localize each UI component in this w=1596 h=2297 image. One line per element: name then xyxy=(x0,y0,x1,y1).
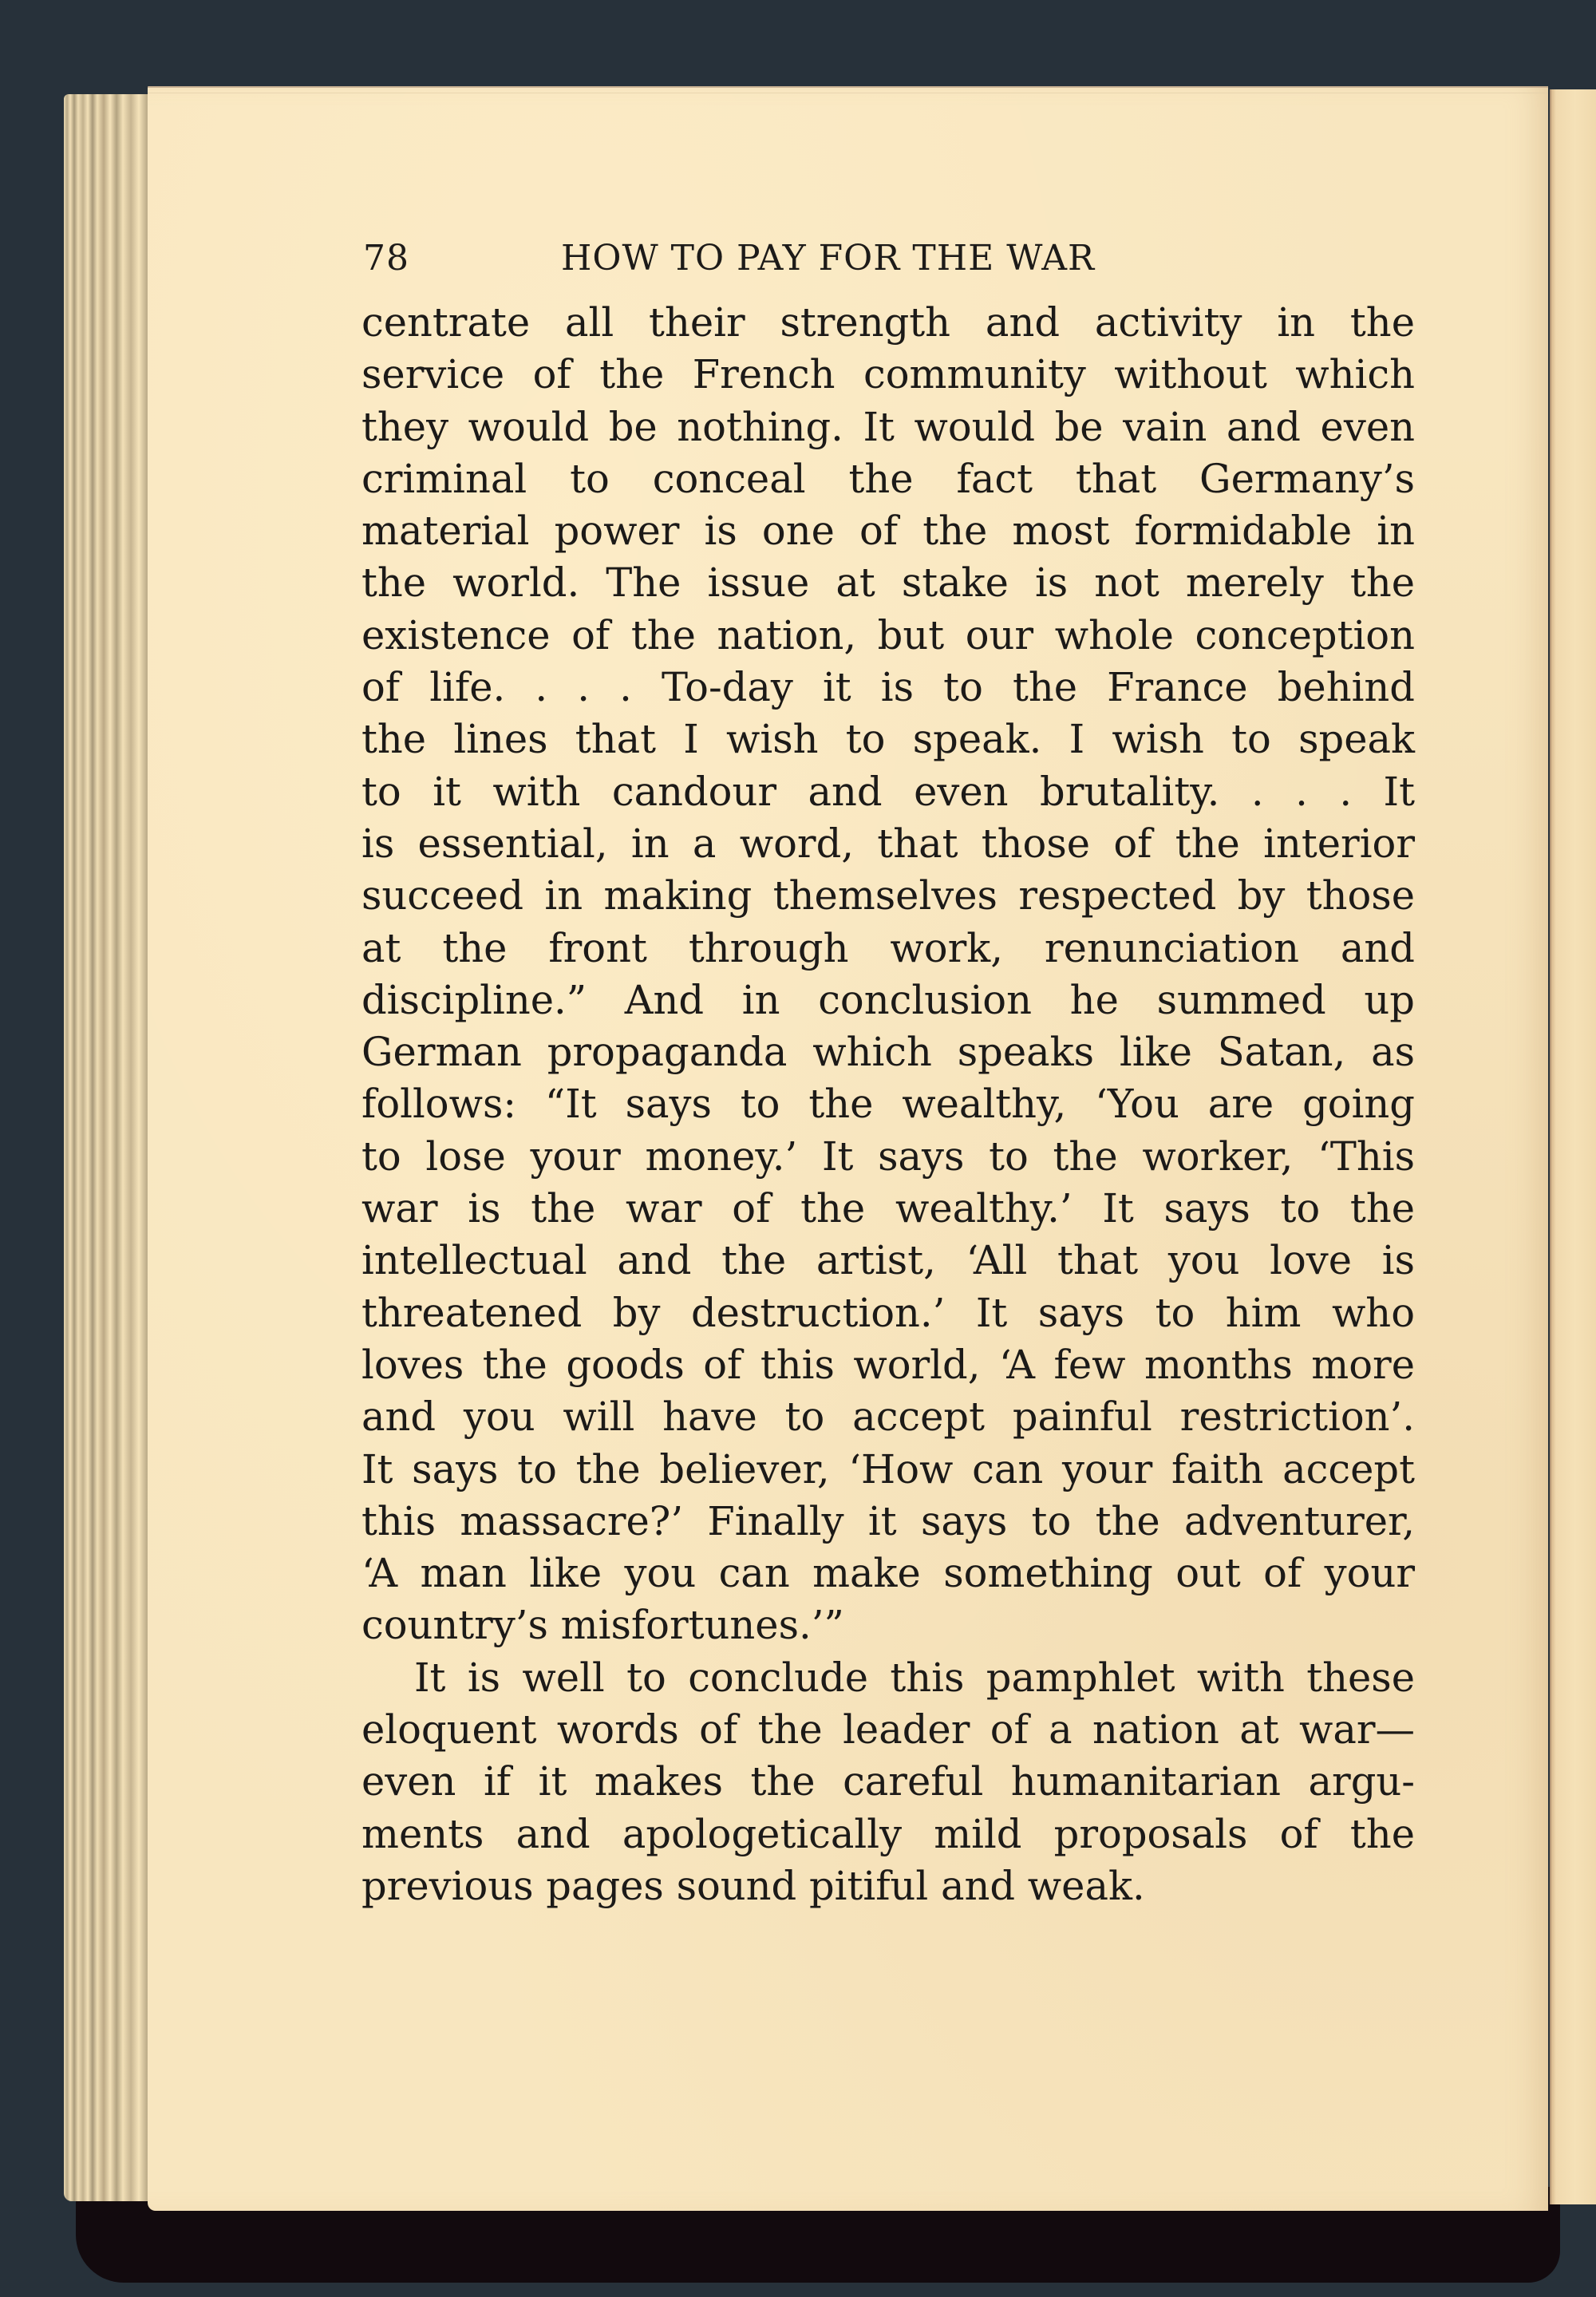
text-line: the world. The issue at stake is not merely the xyxy=(361,559,1415,607)
text-line: even if it makes the careful humanitarian argu- xyxy=(361,1758,1415,1805)
text-line: intellectual and the artist, ‘All that you love is xyxy=(361,1237,1415,1284)
text-line: succeed in making themselves respected by those xyxy=(361,872,1415,919)
text-line: eloquent words of the leader of a nation at war— xyxy=(361,1706,1415,1753)
text-line: criminal to conceal the fact that Germany’s xyxy=(361,455,1415,502)
text-line: centrate all their strength and activity in the xyxy=(361,299,1415,346)
body-text xyxy=(361,297,1415,1912)
text-line: existence of the nation, but our whole conception xyxy=(361,611,1415,658)
facing-page-edge xyxy=(1550,89,1596,2204)
running-head-title: HOW TO PAY FOR THE WAR xyxy=(561,238,1096,279)
text-line: is essential, in a word, that those of the interior xyxy=(361,820,1415,867)
text-line: discipline.” And in conclusion he summed up xyxy=(361,976,1415,1023)
paragraph-end-line: previous pages sound pitiful and weak. xyxy=(361,1862,1145,1909)
running-head xyxy=(363,238,1416,286)
page-top-edge xyxy=(148,86,1548,93)
text-line: war is the war of the wealthy.’ It says to the xyxy=(361,1185,1415,1232)
text-line: to it with candour and even brutality. . . . It xyxy=(361,768,1415,815)
text-line: material power is one of the most formidable in xyxy=(361,508,1415,555)
text-line: ‘A man like you can make something out of your xyxy=(361,1550,1415,1597)
text-line: threatened by destruction.’ It says to him who xyxy=(361,1289,1415,1336)
text-line: at the front through work, renunciation and xyxy=(361,924,1415,971)
text-line: follows: “It says to the wealthy, ‘You are going xyxy=(361,1081,1415,1128)
paragraph-start-line: It is well to conclude this pamphlet with these xyxy=(414,1654,1415,1701)
text-line: of life. . . . To-day it is to the France behind xyxy=(361,664,1415,711)
text-line: It says to the believer, ‘How can your faith accept xyxy=(361,1445,1415,1492)
text-line: to lose your money.’ It says to the worker, ‘This xyxy=(361,1133,1415,1180)
text-line: this massacre?’ Finally it says to the adventurer, xyxy=(361,1497,1415,1544)
text-line: they would be nothing. It would be vain and even xyxy=(361,403,1415,450)
paragraph-end-line: country’s misfortunes.’” xyxy=(361,1602,844,1649)
text-line: ments and apologetically mild proposals of the xyxy=(361,1810,1415,1857)
page-number: 78 xyxy=(363,238,409,279)
page-edges-stack xyxy=(64,94,160,2201)
text-line: service of the French community without which xyxy=(361,351,1415,398)
text-line: and you will have to accept painful restriction’. xyxy=(361,1394,1415,1441)
text-line: loves the goods of this world, ‘A few months more xyxy=(361,1341,1415,1388)
text-line: German propaganda which speaks like Satan, as xyxy=(361,1029,1415,1076)
text-line: the lines that I wish to speak. I wish to speak xyxy=(361,716,1415,763)
